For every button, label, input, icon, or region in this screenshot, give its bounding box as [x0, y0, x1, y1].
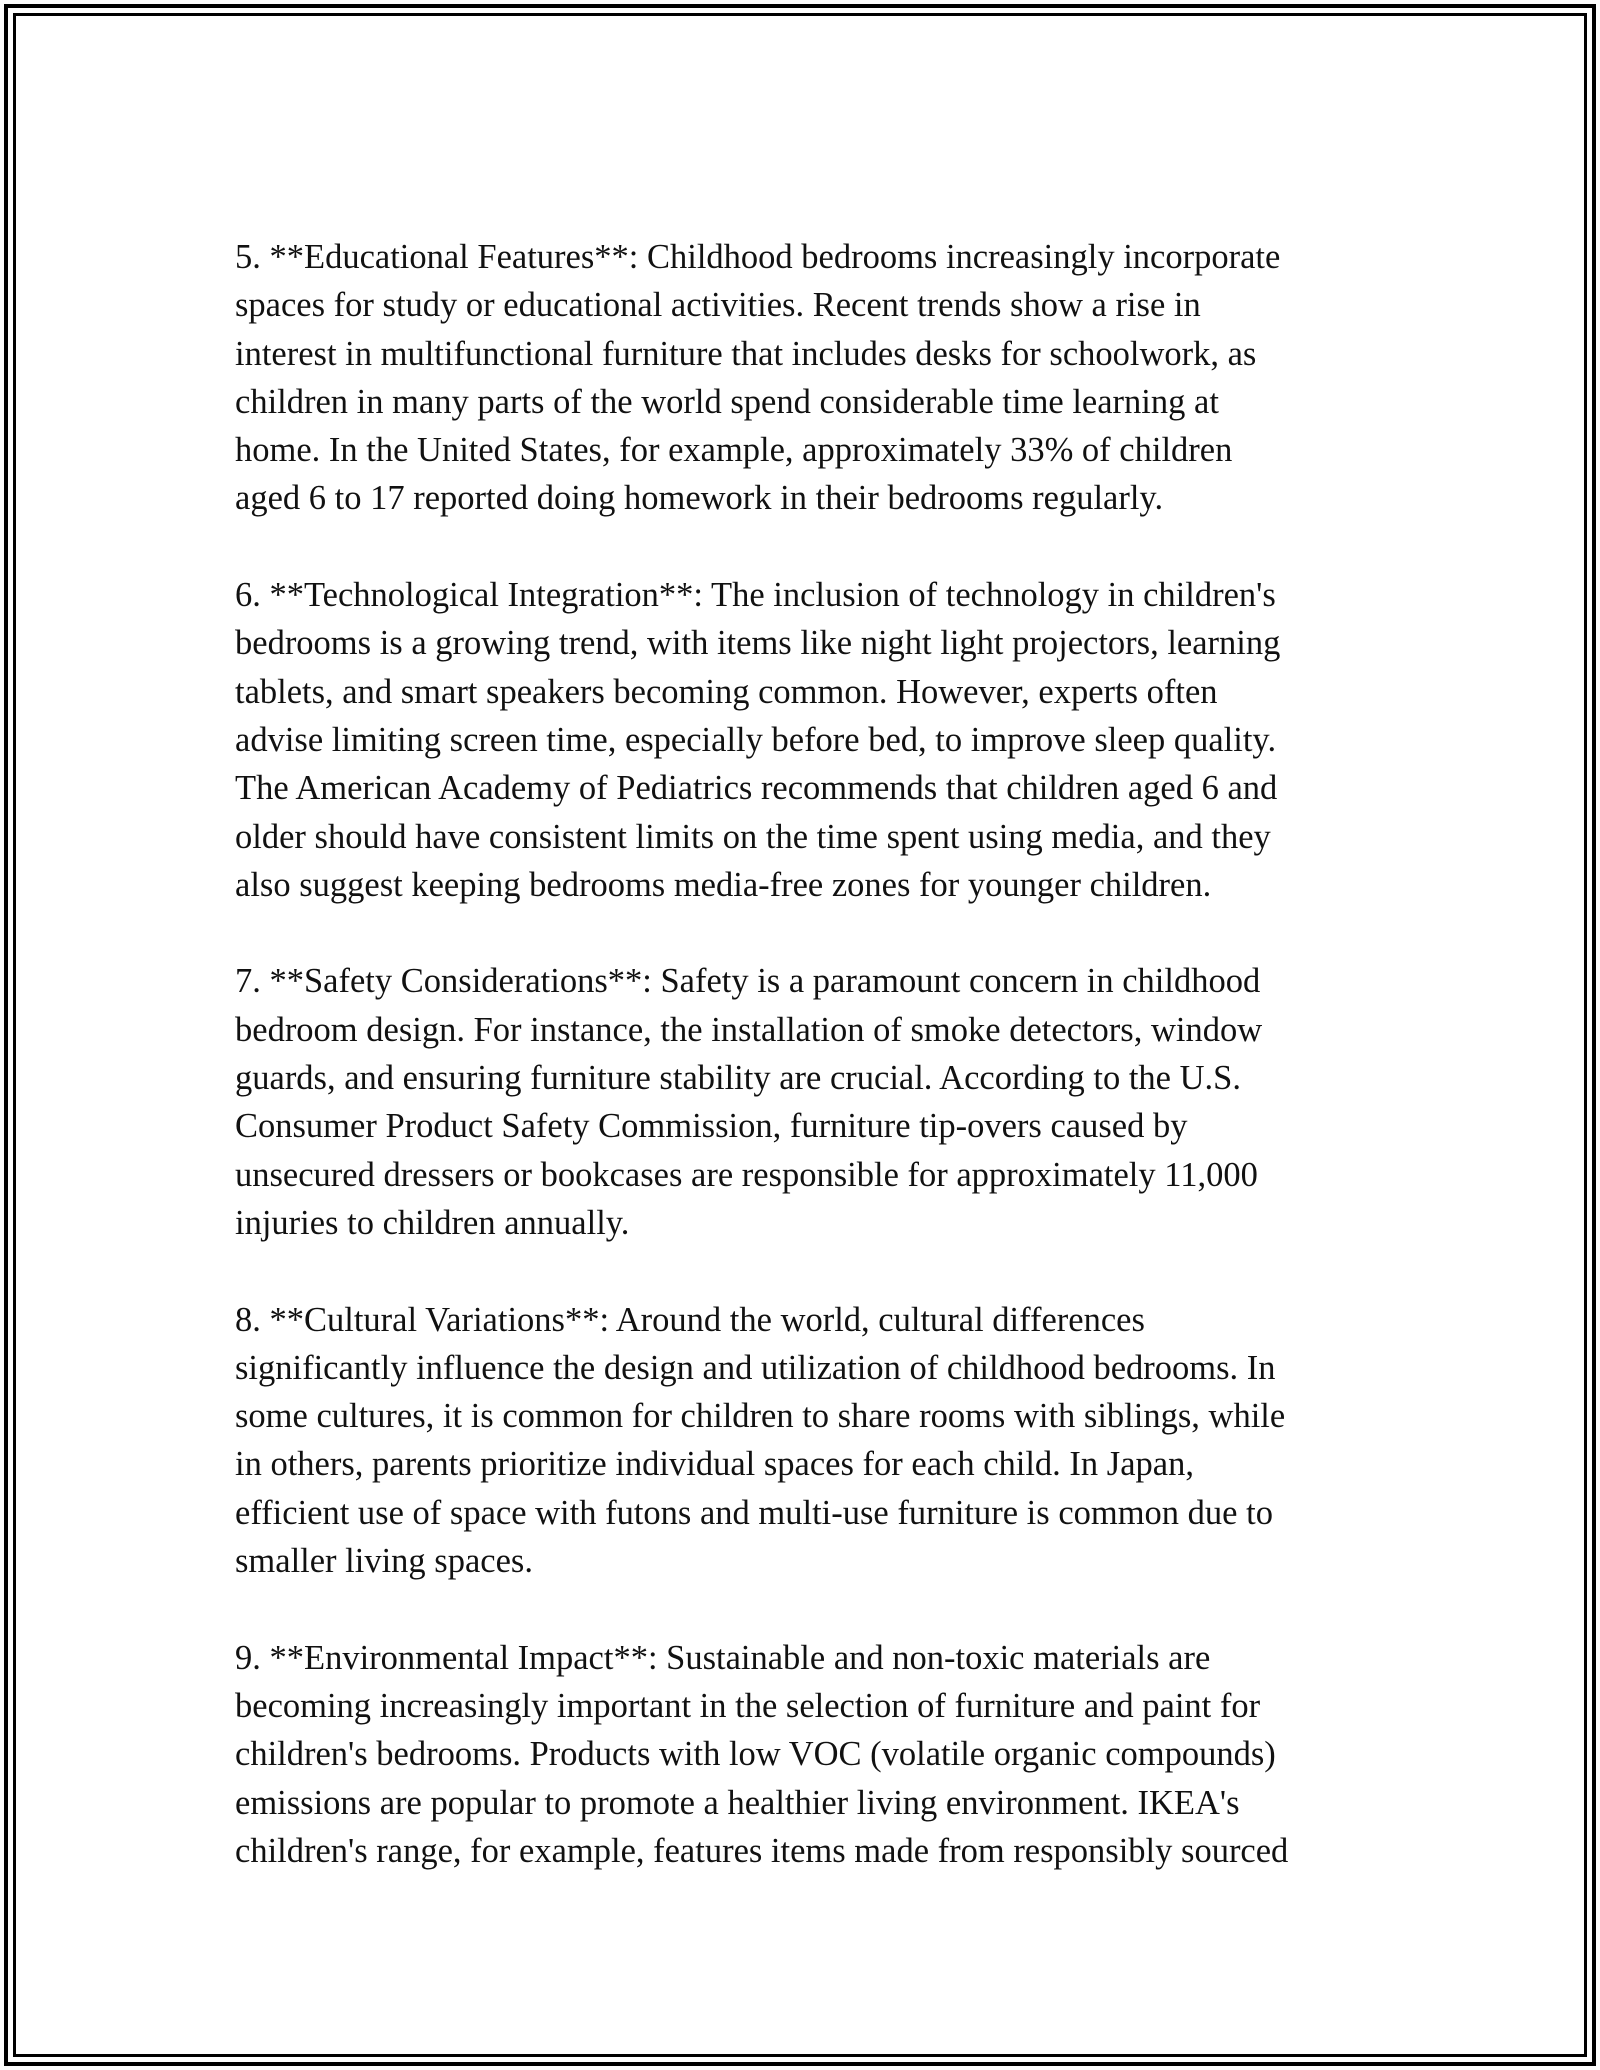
text-line: some cultures, it is common for children to share rooms with siblings, while — [235, 1397, 1286, 1436]
document-body — [235, 233, 1375, 1923]
text-line: smaller living spaces. — [235, 1542, 533, 1581]
text-line: efficient use of space with futons and multi-use furniture is common due to — [235, 1493, 1273, 1532]
text-line: bedrooms is a growing trend, with items like night light projectors, learning — [235, 624, 1281, 663]
text-line: 9. **Environmental Impact**: Sustainable and non-toxic materials are — [235, 1638, 1211, 1677]
text-line: becoming increasingly important in the selection of furniture and paint for — [235, 1686, 1261, 1725]
text-line: interest in multifunctional furniture that includes desks for schoolwork, as — [235, 334, 1257, 373]
text-line: children's bedrooms. Products with low VOC (volatile organic compounds) — [235, 1735, 1276, 1774]
text-line: home. In the United States, for example, approximately 33% of children — [235, 431, 1233, 470]
text-line: The American Academy of Pediatrics recommends that children aged 6 and — [235, 769, 1278, 808]
text-line: children in many parts of the world spend considerable time learning at — [235, 382, 1219, 421]
text-line: emissions are popular to promote a healthier living environment. IKEA's — [235, 1783, 1240, 1822]
text-line: unsecured dressers or bookcases are responsible for approximately 11,000 — [235, 1155, 1258, 1194]
paragraph-educational-features — [235, 233, 1375, 523]
text-line: Consumer Product Safety Commission, furniture tip-overs caused by — [235, 1107, 1188, 1146]
paragraph-technological-integration — [235, 571, 1375, 909]
text-line: also suggest keeping bedrooms media-free zones for younger children. — [235, 865, 1212, 904]
paragraph-environmental-impact — [235, 1634, 1375, 1875]
text-line: bedroom design. For instance, the installation of smoke detectors, window — [235, 1010, 1263, 1049]
paragraph-cultural-variations — [235, 1296, 1375, 1586]
text-line: 6. **Technological Integration**: The inclusion of technology in children's — [235, 576, 1276, 615]
text-line: tablets, and smart speakers becoming common. However, experts often — [235, 672, 1218, 711]
text-line: 5. **Educational Features**: Childhood bedrooms increasingly incorporate — [235, 238, 1281, 276]
text-line: 7. **Safety Considerations**: Safety is a paramount concern in childhood — [235, 962, 1261, 1001]
text-line: in others, parents prioritize individual spaces for each child. In Japan, — [235, 1445, 1194, 1484]
text-line: children's range, for example, features items made from responsibly sourced — [235, 1831, 1289, 1870]
text-line: injuries to children annually. — [235, 1203, 630, 1242]
text-line: 8. **Cultural Variations**: Around the world, cultural differences — [235, 1300, 1145, 1339]
text-line: significantly influence the design and utilization of childhood bedrooms. In — [235, 1348, 1276, 1387]
text-line: advise limiting screen time, especially before bed, to improve sleep quality. — [235, 720, 1277, 759]
text-line: guards, and ensuring furniture stability are crucial. According to the U.S. — [235, 1059, 1241, 1098]
text-line: spaces for study or educational activities. Recent trends show a rise in — [235, 286, 1201, 325]
paragraph-safety-considerations — [235, 957, 1375, 1247]
text-line: older should have consistent limits on the time spent using media, and they — [235, 817, 1271, 856]
text-line: aged 6 to 17 reported doing homework in their bedrooms regularly. — [235, 479, 1164, 518]
